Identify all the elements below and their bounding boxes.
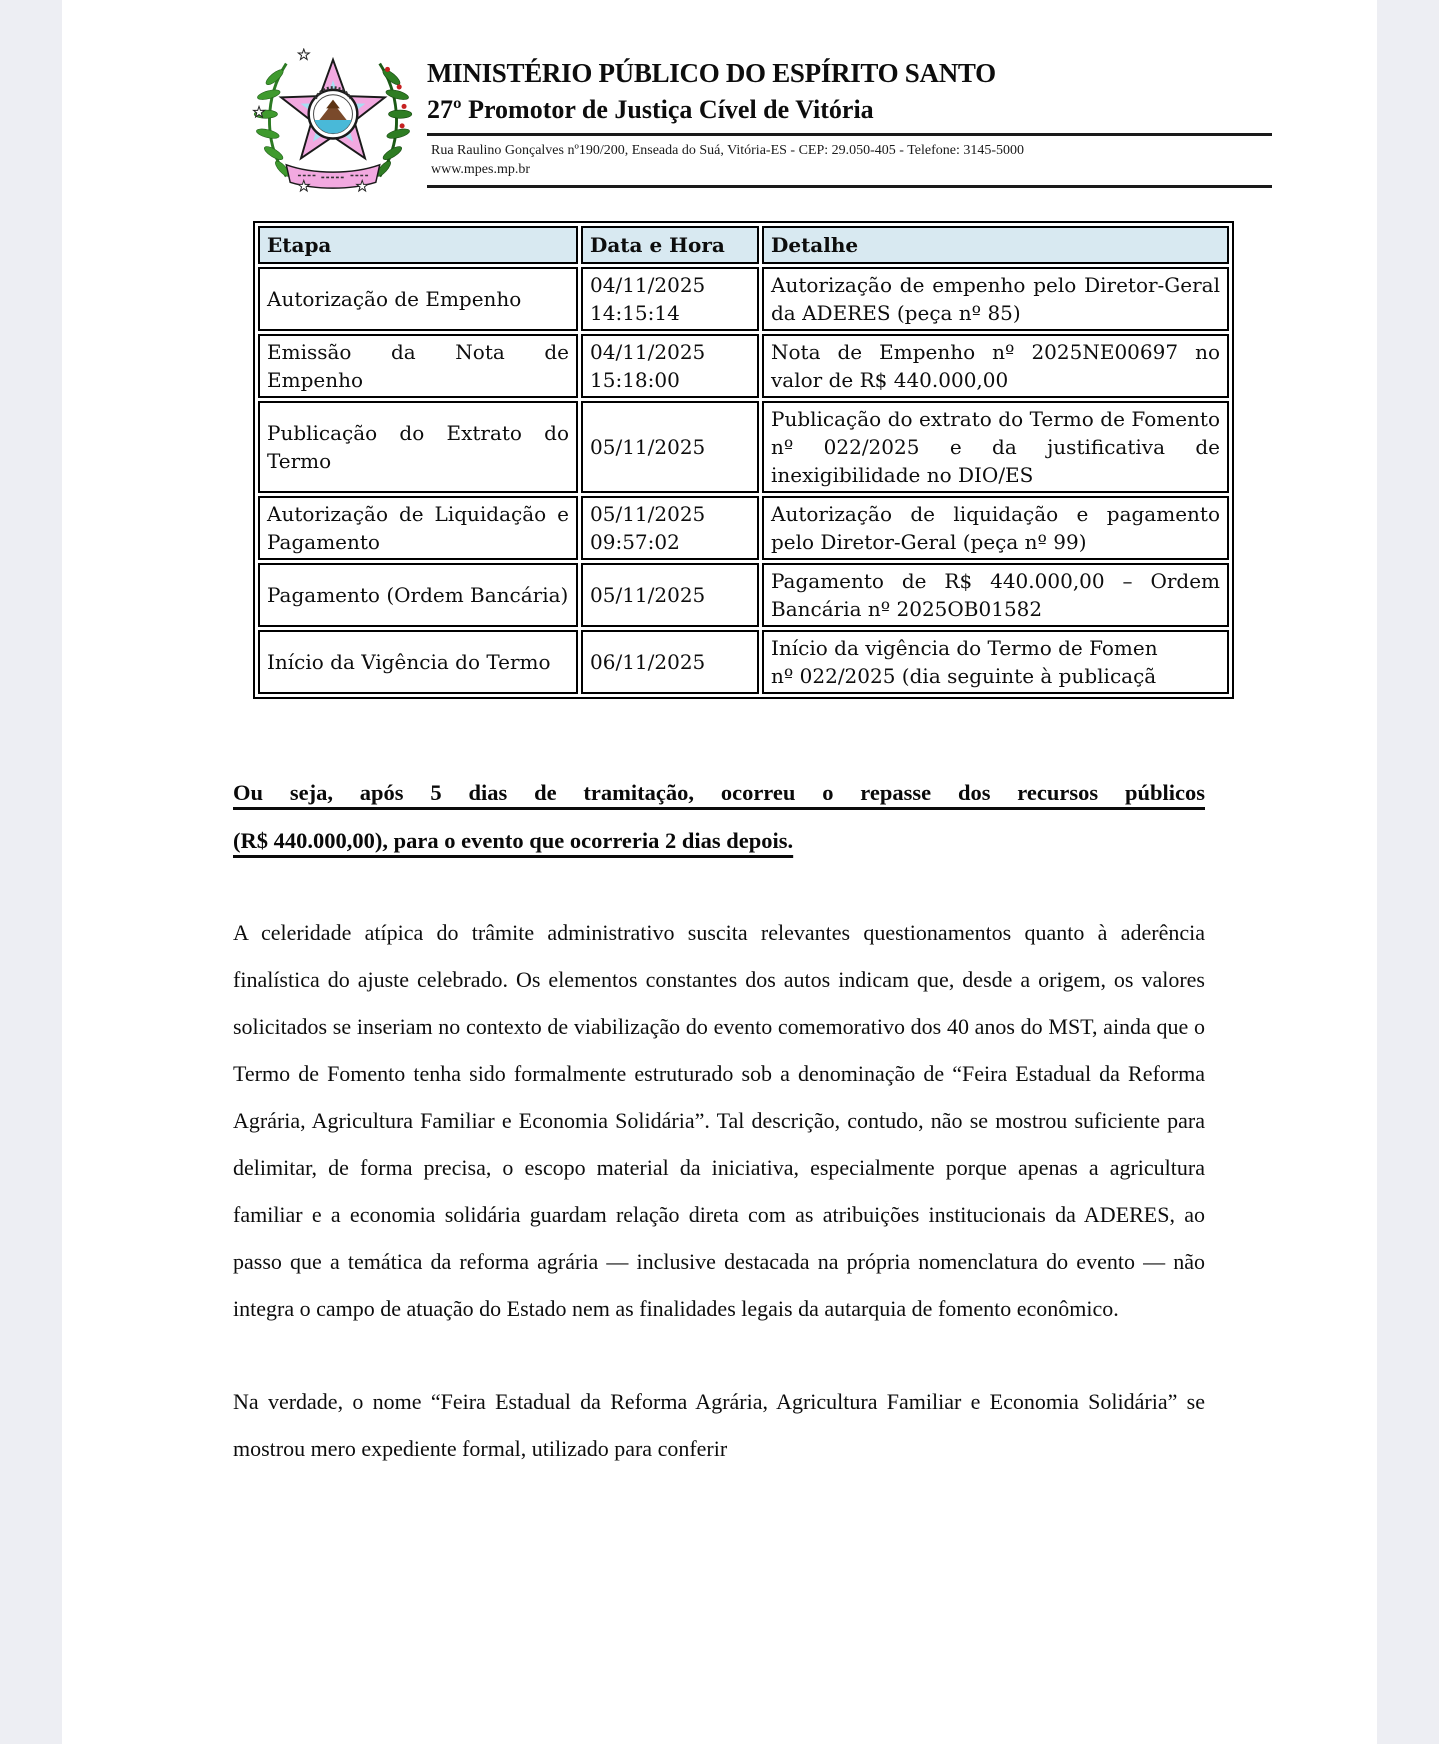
espirito-santo-coat-of-arms-icon <box>245 48 421 194</box>
detail-cell: Autorização de empenho pelo Diretor-Geral da ADERES (peça nº 85) <box>762 267 1229 331</box>
table-row <box>258 334 1229 398</box>
table-row <box>258 401 1229 493</box>
etapa-cell: Emissão da Nota de Empenho <box>258 334 578 398</box>
timeline-table <box>253 221 1234 699</box>
detail-line: Início da vigência do Termo de Fomen <box>771 636 1158 660</box>
text-column <box>233 769 1205 1472</box>
body-paragraph-1: A celeridade atípica do trâmite administrativo suscita relevantes questionamentos quanto à aderência finalística do ajuste celebrado. Os elementos constantes dos autos indicam que, desde a origem, os valores solicitados se inseriam no contexto de viabilização do evento comemorativo dos 40 anos do MST, ainda que o Termo de Fomento tenha sido formalmente estruturado sob a denominação de “Feira Estadual da Reforma Agrária, Agricultura Familiar e Economia Solidária”. Tal descrição, contudo, não se mostrou suficiente para delimitar, de forma precisa, o escopo material da iniciativa, especialmente porque apenas a agricultura familiar e a economia solidária guardam relação direta com as atribuições institucionais da ADERES, ao passo que a temática da reforma agrária — inclusive destacada na própria nomenclatura do evento — não integra o campo de atuação do Estado nem as finalidades legais da autarquia de fomento econômico. <box>233 920 1205 1321</box>
body-paragraph-2: Na verdade, o nome “Feira Estadual da Reforma Agrária, Agricultura Familiar e Economia Solidária” se mostrou mero expediente formal, utilizado para conferir <box>233 1389 1205 1461</box>
emphasis-line-2: (R$ 440.000,00), para o evento que ocorreria 2 dias depois. <box>233 828 794 853</box>
etapa-cell: Autorização de Liquidação e Pagamento <box>258 496 578 560</box>
etapa-cell: Publicação do Extrato do Termo <box>258 401 578 493</box>
unit-name: 27º Promotor de Justiça Cível de Vitória <box>427 95 874 124</box>
detail-cell: Publicação do extrato do Termo de Fomento nº 022/2025 e da justificativa de inexigibilidade no DIO/ES <box>762 401 1229 493</box>
header-divider-top <box>427 133 1272 136</box>
detail-cell: Nota de Empenho nº 2025NE00697 no valor de R$ 440.000,00 <box>762 334 1229 398</box>
table-row <box>258 630 1229 694</box>
org-name: MINISTÉRIO PÚBLICO DO ESPÍRITO SANTO <box>427 58 996 88</box>
detail-line: nº 022/2025 (dia seguinte à publicaçã <box>771 664 1157 688</box>
date-cell: 04/11/2025 15:18:00 <box>581 334 759 398</box>
mpes-logo <box>245 48 427 199</box>
etapa-cell: Pagamento (Ordem Bancária) <box>258 563 578 627</box>
website-line: www.mpes.mp.br <box>431 162 531 177</box>
column-header-etapa: Etapa <box>258 226 578 264</box>
column-header-data-e-hora: Data e Hora <box>581 226 759 264</box>
table-row <box>258 267 1229 331</box>
detail-cell: Autorização de liquidação e pagamento pelo Diretor-Geral (peça nº 99) <box>762 496 1229 560</box>
emphasis-line-1: Ou seja, após 5 dias de tramitação, ocorreu o repasse dos recursos públicos <box>233 780 1205 805</box>
detail-cell <box>762 630 1229 694</box>
date-cell: 05/11/2025 <box>581 563 759 627</box>
date-cell: 05/11/2025 <box>581 401 759 493</box>
table-row <box>258 563 1229 627</box>
date-cell: 04/11/2025 14:15:14 <box>581 267 759 331</box>
detail-cell: Pagamento de R$ 440.000,00 – Ordem Bancária nº 2025OB01582 <box>762 563 1229 627</box>
date-cell: 05/11/2025 09:57:02 <box>581 496 759 560</box>
emphasis-paragraph <box>233 769 1205 865</box>
header-divider-bottom <box>427 185 1272 188</box>
address-line: Rua Raulino Gonçalves nº190/200, Enseada do Suá, Vitória-ES - CEP: 29.050-405 - Telefone: 3145-5000 <box>431 143 1025 158</box>
etapa-cell: Autorização de Empenho <box>258 267 578 331</box>
document-page <box>62 0 1377 1744</box>
table-header-row <box>258 226 1229 264</box>
column-header-detalhe: Detalhe <box>762 226 1229 264</box>
letterhead-text <box>427 48 1272 193</box>
date-cell: 06/11/2025 <box>581 630 759 694</box>
etapa-cell: Início da Vigência do Termo <box>258 630 578 694</box>
letterhead <box>245 48 1377 199</box>
table-row <box>258 496 1229 560</box>
